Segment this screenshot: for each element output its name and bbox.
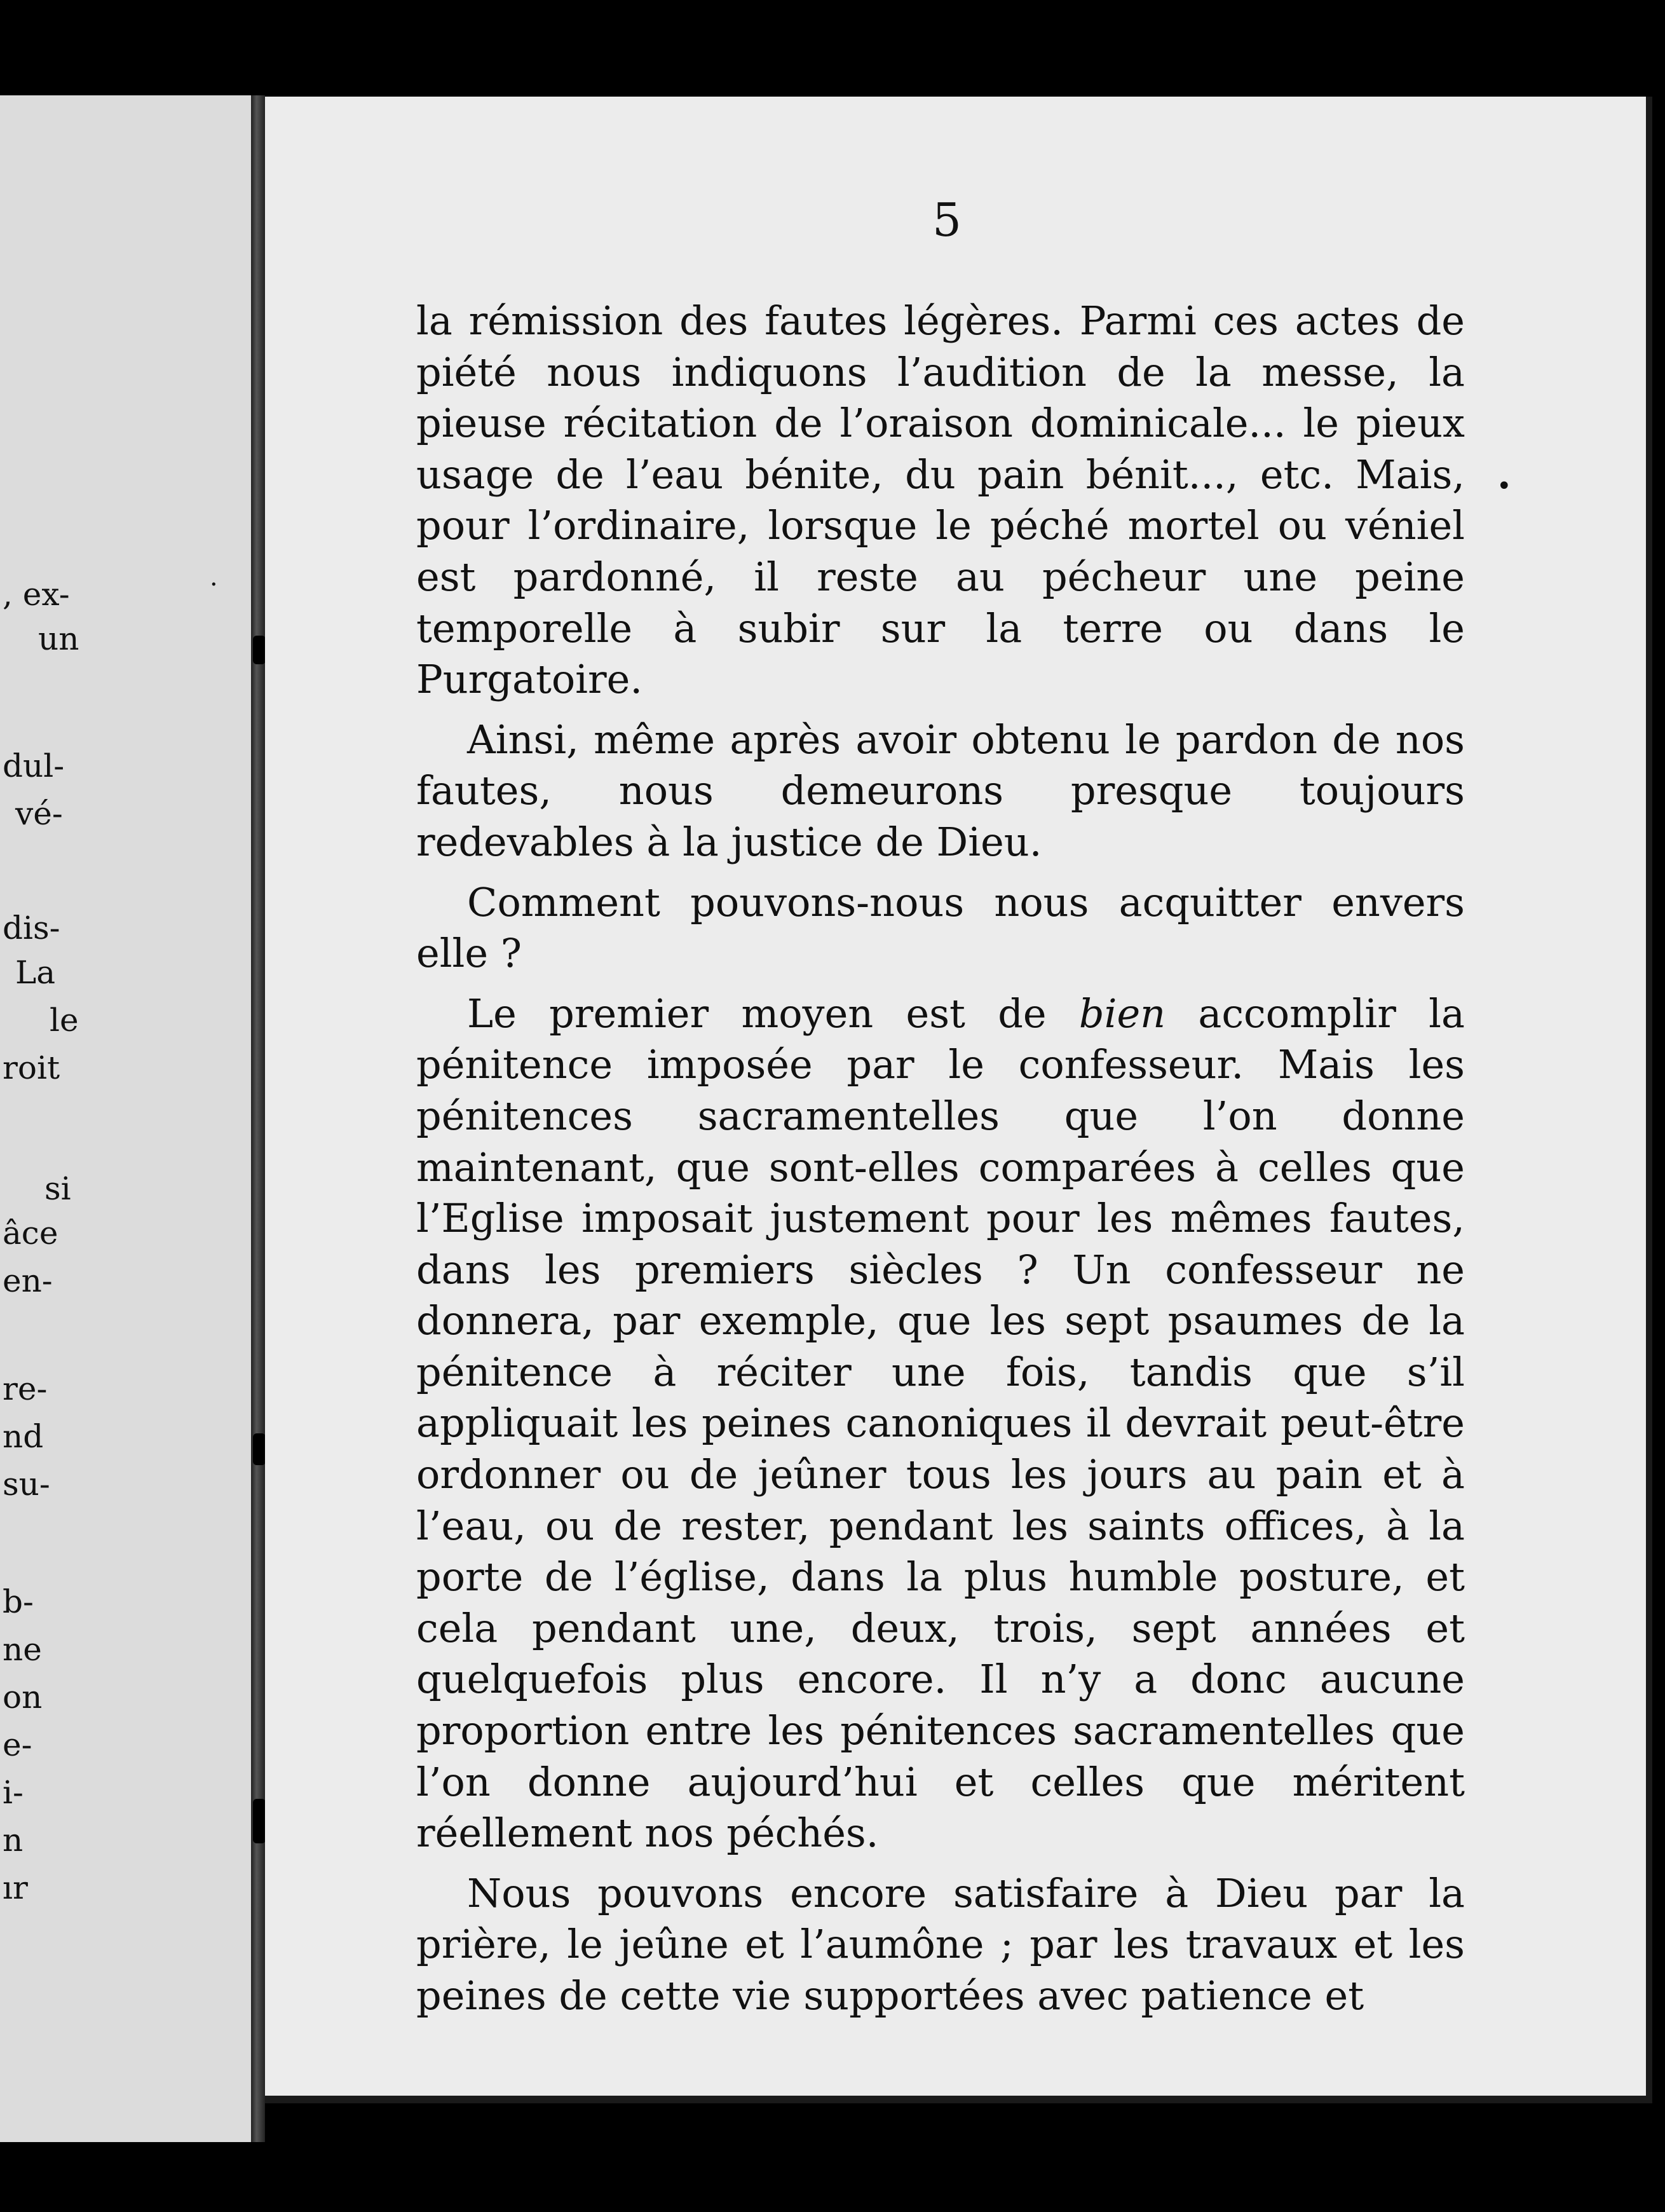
left-page-fragment: dis-: [3, 910, 60, 946]
paragraph: Ainsi, même après avoir obtenu le pardon de nos fautes, nous demeurons presque toujours redevables à la justice de Dieu.: [416, 716, 1465, 865]
page-body-text: [416, 296, 1465, 2022]
paragraph: la rémission des fautes légères. Parmi ces actes de piété nous indiquons l’audition de la messe, la pieuse récitation de l’oraison dominicale... le pieux usage de l’eau bénite, du pain bénit..., etc. Mais, pour l’ordinaire, lorsque le péché mortel ou véniel est pardonné, il reste au pécheur une peine temporelle à subir sur la terre ou dans le Purgatoire.: [416, 297, 1465, 703]
binding-stitch: [253, 1433, 266, 1465]
print-speck: •: [1497, 472, 1512, 501]
left-page-fragment: un: [38, 620, 79, 657]
left-page-fragment: en-: [3, 1262, 53, 1299]
left-page-fragment: e-: [3, 1726, 32, 1763]
page-bottom-edge: [265, 2096, 1652, 2103]
left-page-fragment: le: [50, 1002, 79, 1039]
paragraph-text: accomplir la pénitence imposée par le confesseur. Mais les pénitences sacramentelles que l’on donne maintenant, que sont-elles comparées à celles que l’Eglise imposait justement pour les mêmes fautes, dans les premiers siècles ? Un confesseur ne donnera, par exemple, que les sept psaumes de la pénitence à réciter une fois, tandis que s’il appliquait les peines canoniques il devrait peut-être ordonner ou de jeûner tous les jours au pain et à l’eau, ou de rester, pendant les saints offices, à la porte de l’église, dans la plus humble posture, et cela pendant une, deux, trois, sept années et quelquefois plus encore. Il n’y a donc aucune proportion entre les pénitences sacramentelles que l’on donne aujourd’hui et celles que méritent réellement nos péchés.: [416, 990, 1465, 1857]
left-page-fragment: re-: [3, 1370, 48, 1407]
left-page-fragment: nd: [3, 1418, 44, 1455]
left-page-fragment: vé-: [15, 795, 63, 832]
left-page-fragment: ne: [3, 1631, 42, 1668]
paragraph-text: Le premier moyen est de: [467, 990, 1079, 1037]
binding-stitch: [253, 1799, 266, 1843]
left-page-fragment: dul-: [3, 748, 65, 784]
left-page-fragment: , ex-: [3, 576, 70, 613]
paragraph: Comment pouvons-nous nous acquitter envers elle ?: [416, 878, 1465, 977]
left-page-fragment: su-: [3, 1466, 50, 1503]
paragraph: [416, 988, 1465, 1859]
left-page-fragment: ır: [3, 1869, 28, 1906]
left-page-fragment: n: [3, 1822, 24, 1859]
page-number: 5: [932, 193, 962, 247]
left-page-fragment: i-: [3, 1774, 24, 1811]
print-speck: ·: [210, 570, 218, 599]
left-page-fragment: b-: [3, 1583, 34, 1620]
binding-stitch: [253, 636, 266, 664]
paragraph: Nous pouvons encore satisfaire à Dieu par la prière, le jeûne et l’aumône ; par les travaux et les peines de cette vie supportées avec patience et: [416, 1869, 1465, 2019]
emphasized-word: bien: [1078, 990, 1166, 1037]
left-facing-page: [0, 95, 251, 2142]
left-page-fragment: La: [15, 954, 56, 991]
left-page-fragment: âce: [3, 1215, 58, 1252]
left-page-fragment: si: [44, 1170, 71, 1207]
left-page-fragment: on: [3, 1679, 43, 1716]
left-page-fragment: roit: [3, 1049, 60, 1086]
